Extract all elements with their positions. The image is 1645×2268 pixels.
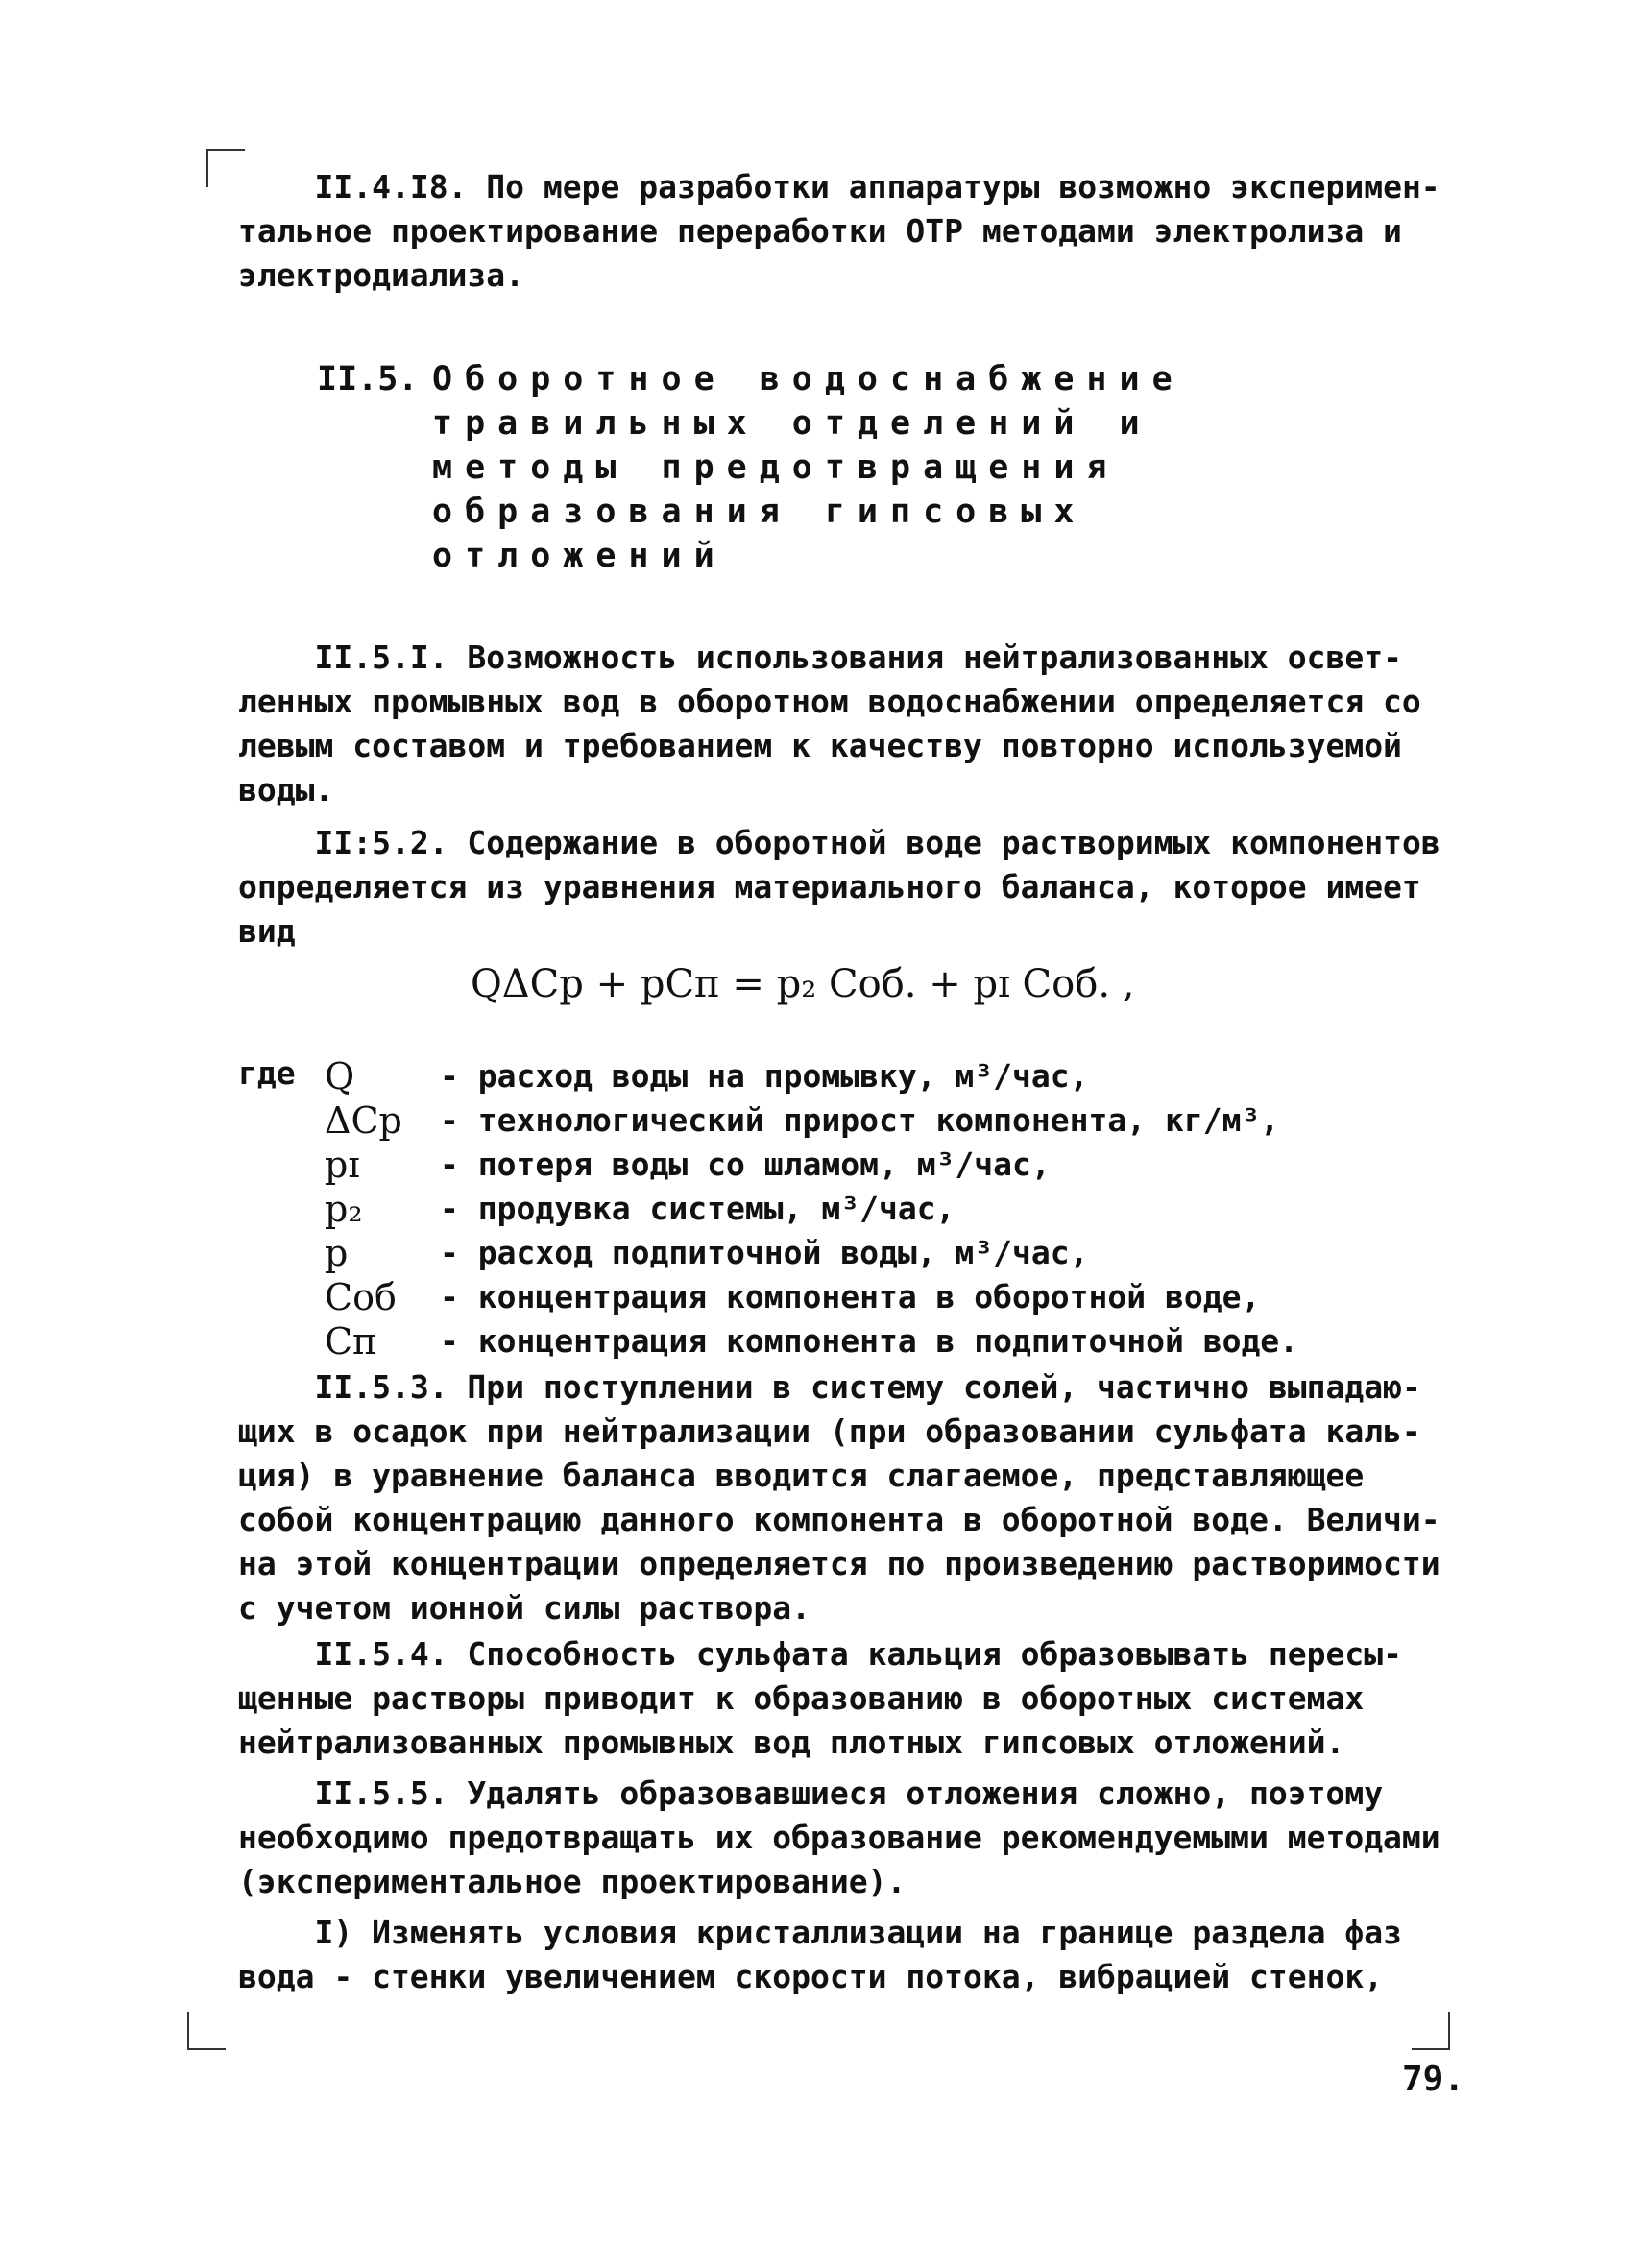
legend-description: - расход подпиточной воды, м³/час, xyxy=(440,1234,1089,1271)
legend-symbol: Cп xyxy=(325,1320,377,1363)
paragraph-item-1: I) Изменять условия кристаллизации на границе раздела фаз вода - стенки увеличением скорости потока, вибрацией стенок, xyxy=(238,1914,1402,1995)
section-heading-title xyxy=(432,357,1185,578)
paragraph-11-5-3: II.5.3. При поступлении в систему солей, частично выпадаю- щих в осадок при нейтрализации (при образовании сульфата каль- ция) в уравнение баланса вводится слагаемое, представляющее собой концентрацию данного компонента в оборотной воде. Величи- на этой концентрации определяется по произведению растворимости с учетом ионной силы раствора. xyxy=(238,1368,1440,1627)
paragraph-11-5-2: II:5.2. Содержание в оборотной воде растворимых компонентов определяется из уравнения материального баланса, которое имеет вид xyxy=(238,824,1440,950)
legend-description: - концентрация компонента в оборотной воде, xyxy=(440,1278,1261,1315)
heading-line: травильных отделений и xyxy=(432,404,1152,443)
heading-line: методы предотвращения xyxy=(432,448,1120,487)
paragraph-11-5-1: II.5.I. Возможность использования нейтрализованных освет- ленных промывных вод в оборотном водоснабжении определяется со левым составом и требованием к качеству повторно используемой воды. xyxy=(238,639,1421,808)
legend-symbol: Q xyxy=(325,1055,355,1098)
legend-item xyxy=(325,1143,1439,1187)
legend-item xyxy=(325,1187,1439,1231)
legend-description: - продувка системы, м³/час, xyxy=(440,1190,956,1227)
legend-description: - расход воды на промывку, м³/час, xyxy=(440,1057,1089,1095)
legend-symbol: p₂ xyxy=(325,1188,363,1230)
paragraph-11-5-5: II.5.5. Удалять образовавшиеся отложения сложно, поэтому необходимо предотвращать их образование рекомендуемыми методами (экспериментальное проектирование). xyxy=(238,1774,1440,1900)
legend-symbol: ΔCp xyxy=(325,1099,402,1142)
legend-description: - концентрация компонента в подпиточной воде. xyxy=(440,1322,1299,1360)
heading-line: образования гипсовых xyxy=(432,493,1087,531)
paragraph-11-5-4: II.5.4. Способность сульфата кальция образовывать пересы- щенные растворы приводит к образованию в оборотных системах нейтрализованных промывных вод плотных гипсовых отложений. xyxy=(238,1635,1402,1761)
legend-description: - технологический прирост компонента, кг/м³, xyxy=(440,1101,1280,1139)
page-number: 79. xyxy=(1402,2060,1465,2099)
paragraph-11-4-18: II.4.I8. По мере разработки аппаратуры возможно эксперимен- тальное проектирование переработки ОТР методами электролиза и электродиализа. xyxy=(238,168,1440,294)
heading-line: отложений xyxy=(432,537,727,575)
legend-item xyxy=(325,1275,1439,1319)
legend-intro: где xyxy=(238,1054,296,1092)
crop-mark-bottom-left xyxy=(187,2012,226,2050)
section-heading-number: II.5. xyxy=(317,360,419,398)
legend-item xyxy=(325,1319,1439,1363)
crop-mark-bottom-right xyxy=(1412,2012,1450,2050)
legend-symbol: Cоб xyxy=(325,1276,397,1318)
legend-symbol: p xyxy=(325,1232,349,1274)
legend-description: - потеря воды со шламом, м³/час, xyxy=(440,1146,1051,1183)
legend-item xyxy=(325,1054,1439,1098)
balance-equation: QΔCp + pCп = p₂ Cоб. + pɪ Cоб. , xyxy=(471,962,1135,1006)
legend-item xyxy=(325,1098,1439,1143)
legend-symbol: pɪ xyxy=(325,1144,360,1186)
legend-item xyxy=(325,1231,1439,1275)
heading-line: Оборотное водоснабжение xyxy=(432,360,1185,398)
